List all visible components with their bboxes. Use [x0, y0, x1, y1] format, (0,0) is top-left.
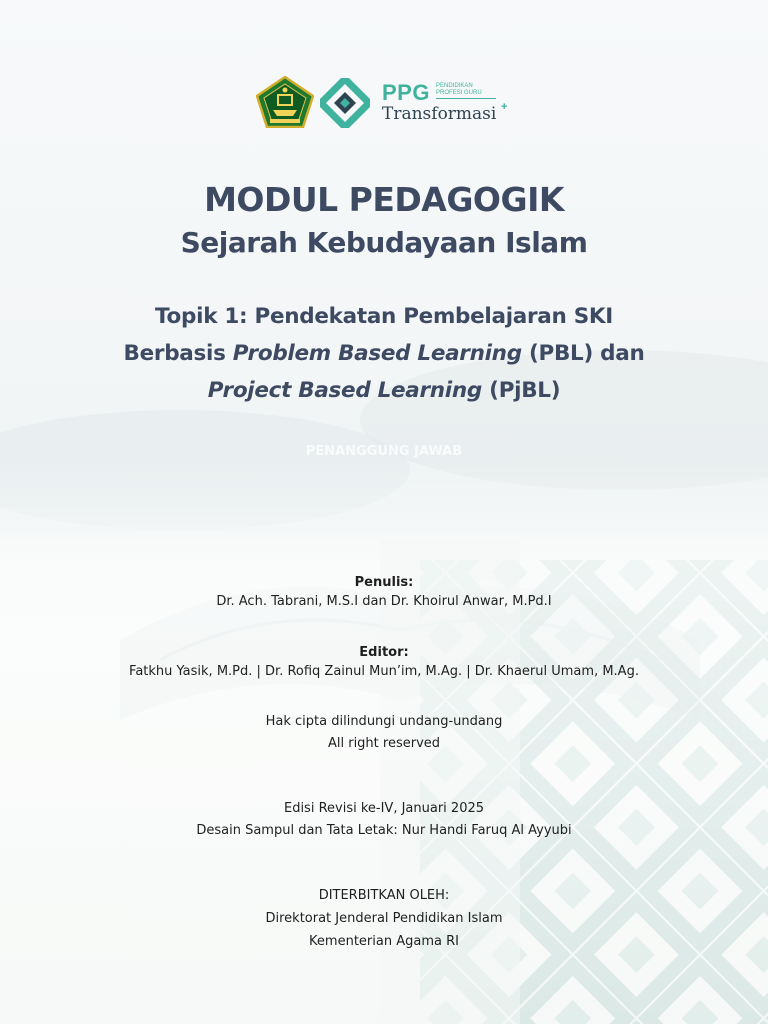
plus-icon: + [501, 101, 508, 113]
ppg-sub-line2: PROFESI GURU [436, 90, 482, 96]
edition-block [0, 798, 768, 842]
copyright-line-2: All right reserved [327, 736, 441, 751]
design-credit: Desain Sampul dan Tata Letak: Nur Handi Faruq Al Ayyubi [196, 823, 572, 838]
copyright-line-1: Hak cipta dilindungi undang-undang [265, 714, 503, 729]
topic-line-2-post: (PBL) dan [521, 341, 645, 366]
topic-line-3-italic: Project Based Learning [207, 378, 482, 403]
logo-bar [256, 76, 516, 128]
editor-label: Editor: [359, 645, 409, 660]
writer-names: Dr. Ach. Tabrani, M.S.I dan Dr. Khoirul Anwar, M.Pd.I [216, 594, 552, 609]
topic-line-2-pre: Berbasis [123, 341, 233, 366]
topic-line-2 [60, 335, 708, 372]
copyright-block [0, 711, 768, 755]
kemenag-emblem-icon [256, 76, 314, 128]
ppg-transformasi-label: Transformasi [382, 104, 497, 124]
writer-label: Penulis: [354, 575, 414, 590]
document-subtitle: Sejarah Kebudayaan Islam [180, 226, 588, 259]
ppg-abbreviation: PPG [382, 80, 430, 105]
ppg-diamond-logo-icon [320, 78, 370, 128]
topic-heading [60, 298, 708, 409]
ppg-sub-line1: PENDIDIKAN [436, 83, 473, 89]
publisher-line-2: Kementerian Agama RI [309, 934, 459, 949]
writer-block [0, 575, 768, 609]
topic-line-3-post: (PjBL) [481, 378, 561, 403]
publisher-line-1: Direktorat Jenderal Pendidikan Islam [265, 911, 503, 926]
topic-line-2-italic: Problem Based Learning [232, 341, 522, 366]
topic-line-1: Topik 1: Pendekatan Pembelajaran SKI [155, 304, 613, 329]
editor-block [0, 645, 768, 679]
document-title: MODUL PEDAGOGIK [204, 180, 564, 219]
publisher-block [0, 884, 768, 953]
topic-line-3 [60, 372, 708, 409]
edition-text: Edisi Revisi ke-IV, Januari 2025 [283, 801, 485, 816]
published-label: DITERBITKAN OLEH: [318, 888, 450, 903]
ghost-heading: PENANGGUNG JAWAB [305, 444, 463, 459]
editor-names: Fatkhu Yasik, M.Pd. | Dr. Rofiq Zainul Mun’im, M.Ag. | Dr. Khaerul Umam, M.Ag. [129, 664, 639, 679]
ppg-subtitle [436, 83, 496, 99]
